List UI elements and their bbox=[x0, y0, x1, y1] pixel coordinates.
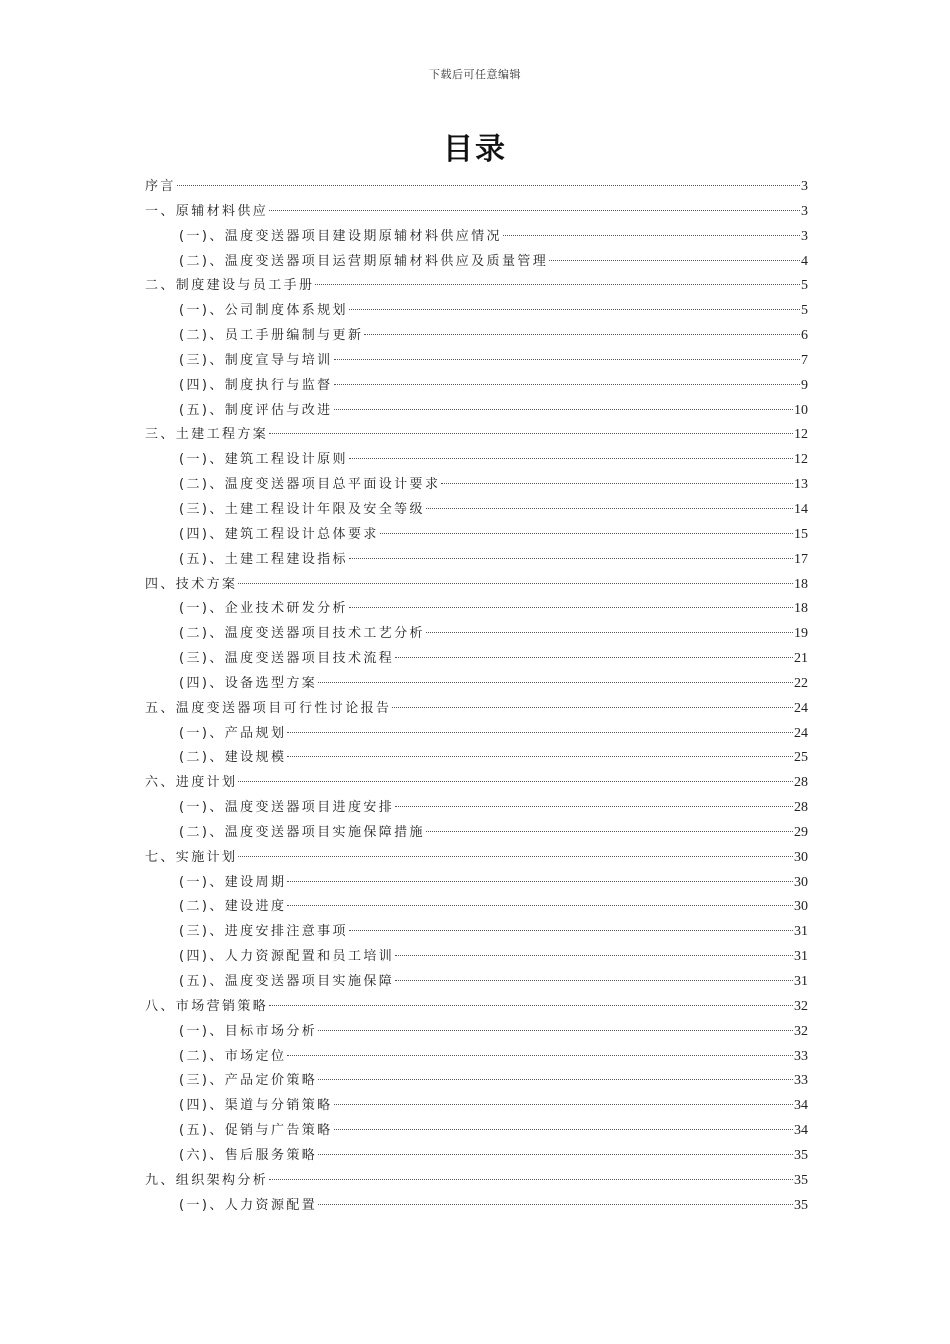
toc-entry-label: (三)、温度变送器项目技术流程 bbox=[179, 651, 395, 667]
toc-dot-leader bbox=[426, 831, 793, 832]
toc-page-number: 33 bbox=[794, 1048, 808, 1064]
toc-entry-section[interactable] bbox=[145, 498, 808, 523]
toc-dot-leader bbox=[318, 1204, 793, 1205]
toc-page-number: 35 bbox=[794, 1172, 808, 1188]
toc-entry-label: (二)、温度变送器项目实施保障措施 bbox=[179, 824, 425, 840]
toc-page-number: 5 bbox=[801, 303, 808, 319]
toc-entry-section[interactable] bbox=[145, 1045, 808, 1070]
toc-dot-leader bbox=[392, 707, 793, 708]
toc-page-number: 30 bbox=[794, 849, 808, 865]
toc-entry-label: (四)、人力资源配置和员工培训 bbox=[179, 949, 395, 965]
toc-entry-chapter[interactable] bbox=[145, 846, 808, 871]
toc-entry-label: (一)、建筑工程设计原则 bbox=[179, 452, 348, 468]
toc-entry-chapter[interactable] bbox=[145, 697, 808, 722]
toc-page-number: 18 bbox=[794, 576, 808, 592]
toc-page-number: 30 bbox=[794, 874, 808, 890]
toc-entry-section[interactable] bbox=[145, 945, 808, 970]
toc-dot-leader bbox=[238, 583, 793, 584]
toc-entry-section[interactable] bbox=[145, 548, 808, 573]
toc-page-number: 10 bbox=[794, 402, 808, 418]
toc-page-number: 30 bbox=[794, 899, 808, 915]
toc-entry-label: (一)、温度变送器项目建设期原辅材料供应情况 bbox=[179, 228, 502, 244]
toc-entry-section[interactable] bbox=[145, 349, 808, 374]
toc-entry-label: 七、实施计划 bbox=[145, 849, 238, 865]
toc-dot-leader bbox=[349, 458, 793, 459]
toc-entry-section[interactable] bbox=[145, 622, 808, 647]
toc-entry-label: (一)、人力资源配置 bbox=[179, 1197, 318, 1213]
toc-page-number: 21 bbox=[794, 651, 808, 667]
toc-dot-leader bbox=[269, 1179, 793, 1180]
toc-dot-leader bbox=[441, 483, 793, 484]
toc-entry-label: (二)、温度变送器项目技术工艺分析 bbox=[179, 626, 425, 642]
toc-dot-leader bbox=[349, 607, 793, 608]
toc-page-number: 7 bbox=[801, 352, 808, 368]
toc-entry-section[interactable] bbox=[145, 473, 808, 498]
toc-page-number: 24 bbox=[794, 700, 808, 716]
toc-dot-leader bbox=[287, 732, 793, 733]
toc-page-number: 34 bbox=[794, 1098, 808, 1114]
toc-page-number: 28 bbox=[794, 800, 808, 816]
toc-dot-leader bbox=[287, 905, 793, 906]
toc-dot-leader bbox=[318, 682, 793, 683]
toc-entry-label: 三、土建工程方案 bbox=[145, 427, 269, 443]
toc-page-number: 3 bbox=[801, 179, 808, 194]
toc-entry-label: (三)、土建工程设计年限及安全等级 bbox=[179, 501, 425, 517]
toc-entry-section[interactable] bbox=[145, 647, 808, 672]
toc-dot-leader bbox=[334, 359, 800, 360]
toc-dot-leader bbox=[318, 1030, 793, 1031]
toc-entry-label: (二)、市场定位 bbox=[179, 1048, 287, 1064]
toc-page-number: 15 bbox=[794, 526, 808, 542]
toc-entry-label: (四)、渠道与分销策略 bbox=[179, 1098, 333, 1114]
toc-dot-leader bbox=[334, 1129, 793, 1130]
toc-dot-leader bbox=[334, 409, 793, 410]
toc-page-number: 6 bbox=[801, 328, 808, 344]
toc-dot-leader bbox=[287, 881, 793, 882]
toc-entry-section[interactable] bbox=[145, 871, 808, 896]
toc-entry-label: (二)、建设进度 bbox=[179, 899, 287, 915]
toc-entry-label: (三)、制度宣导与培训 bbox=[179, 352, 333, 368]
toc-entry-chapter[interactable] bbox=[145, 200, 808, 225]
toc-dot-leader bbox=[395, 955, 793, 956]
toc-entry-label: (一)、企业技术研发分析 bbox=[179, 601, 348, 617]
toc-page-number: 32 bbox=[794, 998, 808, 1014]
toc-page-number: 14 bbox=[794, 501, 808, 517]
toc-entry-section[interactable] bbox=[145, 1069, 808, 1094]
toc-entry-chapter[interactable] bbox=[145, 995, 808, 1020]
toc-entry-chapter[interactable] bbox=[145, 274, 808, 299]
toc-dot-leader bbox=[349, 309, 800, 310]
toc-entry-label: (五)、促销与广告策略 bbox=[179, 1123, 333, 1139]
toc-entry-label: (四)、设备选型方案 bbox=[179, 675, 318, 691]
toc-entry-chapter[interactable] bbox=[145, 1169, 808, 1194]
toc-entry-label: (二)、温度变送器项目运营期原辅材料供应及质量管理 bbox=[179, 253, 549, 269]
toc-entry-section[interactable] bbox=[145, 722, 808, 747]
toc-entry-label: 六、进度计划 bbox=[145, 775, 238, 791]
toc-page-number: 18 bbox=[794, 601, 808, 617]
toc-entry-label: (一)、目标市场分析 bbox=[179, 1023, 318, 1039]
toc-entry-label: (四)、建筑工程设计总体要求 bbox=[179, 526, 379, 542]
toc-entry-label: (一)、温度变送器项目进度安排 bbox=[179, 800, 395, 816]
toc-page-number: 3 bbox=[801, 203, 808, 219]
toc-dot-leader bbox=[269, 1005, 793, 1006]
toc-page-number: 4 bbox=[801, 253, 808, 269]
toc-dot-leader bbox=[269, 433, 793, 434]
toc-entry-section[interactable] bbox=[145, 374, 808, 399]
toc-dot-leader bbox=[287, 756, 793, 757]
toc-entry-chapter[interactable] bbox=[145, 573, 808, 598]
toc-dot-leader bbox=[364, 334, 800, 335]
toc-page-number: 33 bbox=[794, 1073, 808, 1089]
toc-dot-leader bbox=[349, 930, 793, 931]
toc-page-number: 28 bbox=[794, 775, 808, 791]
toc-list bbox=[145, 175, 808, 1218]
toc-entry-label: (一)、建设周期 bbox=[179, 874, 287, 890]
toc-entry-section[interactable] bbox=[145, 299, 808, 324]
toc-entry-label: 五、温度变送器项目可行性讨论报告 bbox=[145, 700, 392, 716]
toc-dot-leader bbox=[318, 1154, 793, 1155]
toc-page-number: 31 bbox=[794, 924, 808, 940]
toc-entry-section[interactable] bbox=[145, 672, 808, 697]
toc-entry-label: 序言 bbox=[145, 179, 176, 194]
toc-dot-leader bbox=[426, 508, 793, 509]
toc-entry-section[interactable] bbox=[145, 225, 808, 250]
toc-entry-label: 九、组织架构分析 bbox=[145, 1172, 269, 1188]
toc-entry-section[interactable] bbox=[145, 399, 808, 424]
toc-title: 目录 bbox=[443, 132, 507, 167]
toc-entry-label: 一、原辅材料供应 bbox=[145, 203, 269, 219]
toc-dot-leader bbox=[318, 1079, 793, 1080]
toc-page-number: 31 bbox=[794, 974, 808, 989]
toc-dot-leader bbox=[426, 632, 793, 633]
toc-dot-leader bbox=[549, 260, 800, 261]
toc-entry-label: (四)、制度执行与监督 bbox=[179, 377, 333, 393]
toc-entry-label: (一)、公司制度体系规划 bbox=[179, 303, 348, 319]
toc-page-number: 32 bbox=[794, 1023, 808, 1039]
toc-entry-label: (一)、产品规划 bbox=[179, 725, 287, 741]
toc-dot-leader bbox=[269, 210, 800, 211]
toc-entry-section[interactable] bbox=[145, 746, 808, 771]
toc-page-number: 5 bbox=[801, 278, 808, 294]
toc-page-number: 35 bbox=[794, 1147, 808, 1163]
toc-dot-leader bbox=[177, 185, 800, 186]
toc-page-number: 24 bbox=[794, 725, 808, 741]
toc-entry-label: 八、市场营销策略 bbox=[145, 998, 269, 1014]
toc-entry-section[interactable] bbox=[145, 1194, 808, 1219]
toc-entry-label: (六)、售后服务策略 bbox=[179, 1147, 318, 1163]
toc-page-number: 12 bbox=[794, 452, 808, 468]
toc-entry-label: 二、制度建设与员工手册 bbox=[145, 278, 315, 294]
toc-page-number: 22 bbox=[794, 675, 808, 691]
toc-entry-label: (五)、温度变送器项目实施保障 bbox=[179, 974, 395, 989]
toc-dot-leader bbox=[287, 1055, 793, 1056]
toc-entry-section[interactable] bbox=[145, 920, 808, 945]
toc-dot-leader bbox=[238, 781, 793, 782]
toc-entry-section[interactable] bbox=[145, 1020, 808, 1045]
toc-dot-leader bbox=[395, 806, 793, 807]
toc-dot-leader bbox=[395, 657, 793, 658]
toc-entry-label: (三)、产品定价策略 bbox=[179, 1073, 318, 1089]
toc-page-number: 19 bbox=[794, 626, 808, 642]
toc-entry-section[interactable] bbox=[145, 1094, 808, 1119]
toc-page-number: 13 bbox=[794, 477, 808, 493]
toc-entry-chapter[interactable] bbox=[145, 175, 808, 200]
toc-entry-chapter[interactable] bbox=[145, 423, 808, 448]
toc-page-number: 12 bbox=[794, 427, 808, 443]
toc-entry-label: (五)、土建工程建设指标 bbox=[179, 551, 348, 567]
toc-dot-leader bbox=[238, 856, 793, 857]
toc-entry-section[interactable] bbox=[145, 1144, 808, 1169]
toc-entry-label: 四、技术方案 bbox=[145, 576, 238, 592]
toc-entry-section[interactable] bbox=[145, 448, 808, 473]
toc-page-number: 34 bbox=[794, 1123, 808, 1139]
toc-dot-leader bbox=[315, 284, 800, 285]
toc-entry-section[interactable] bbox=[145, 523, 808, 548]
toc-entry-label: (三)、进度安排注意事项 bbox=[179, 924, 348, 940]
toc-entry-chapter[interactable] bbox=[145, 771, 808, 796]
toc-page-number: 25 bbox=[794, 750, 808, 766]
toc-dot-leader bbox=[395, 980, 793, 981]
toc-page-number: 29 bbox=[794, 824, 808, 840]
toc-page-number: 17 bbox=[794, 551, 808, 567]
toc-entry-label: (二)、温度变送器项目总平面设计要求 bbox=[179, 477, 441, 493]
toc-dot-leader bbox=[349, 558, 793, 559]
toc-page-number: 3 bbox=[801, 228, 808, 244]
header-note: 下载后可任意编辑 bbox=[429, 68, 521, 81]
toc-page-number: 31 bbox=[794, 949, 808, 965]
toc-entry-label: (二)、建设规模 bbox=[179, 750, 287, 766]
toc-page-number: 35 bbox=[794, 1197, 808, 1213]
toc-dot-leader bbox=[334, 1104, 793, 1105]
toc-entry-section[interactable] bbox=[145, 821, 808, 846]
toc-entry-section[interactable] bbox=[145, 597, 808, 622]
toc-dot-leader bbox=[334, 384, 800, 385]
toc-entry-section[interactable] bbox=[145, 1119, 808, 1144]
toc-entry-section[interactable] bbox=[145, 796, 808, 821]
toc-entry-section[interactable] bbox=[145, 324, 808, 349]
toc-entry-section[interactable] bbox=[145, 970, 808, 995]
toc-dot-leader bbox=[503, 235, 800, 236]
toc-entry-section[interactable] bbox=[145, 250, 808, 275]
toc-entry-label: (二)、员工手册编制与更新 bbox=[179, 328, 364, 344]
toc-entry-section[interactable] bbox=[145, 895, 808, 920]
toc-page-number: 9 bbox=[801, 377, 808, 393]
toc-dot-leader bbox=[380, 533, 793, 534]
toc-entry-label: (五)、制度评估与改进 bbox=[179, 402, 333, 418]
